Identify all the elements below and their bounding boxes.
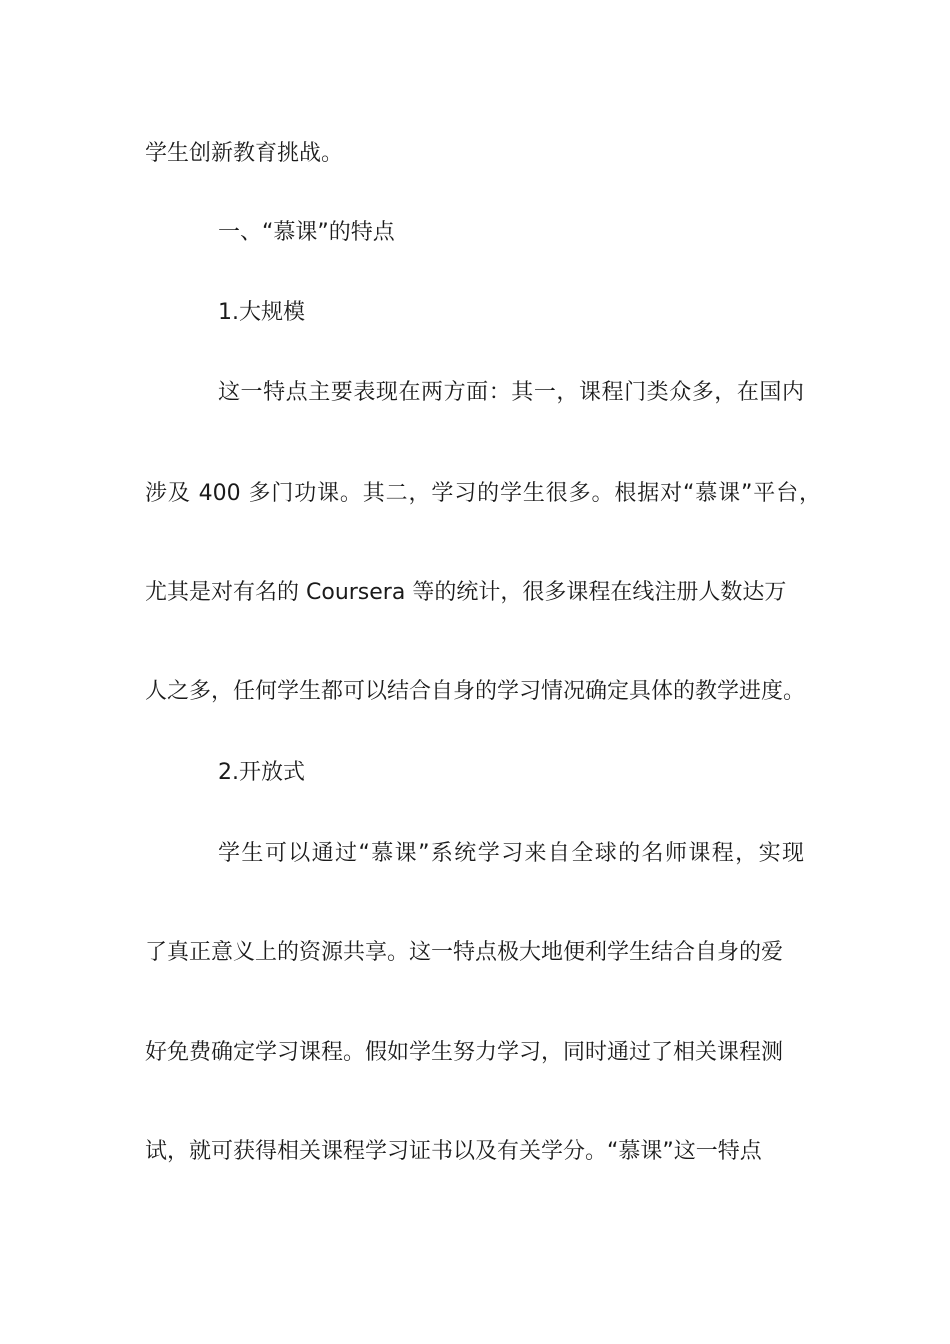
paragraph-line: 这一特点主要表现在两方面：其一，课程门类众多，在国内 (218, 380, 804, 405)
paragraph-line: 了真正意义上的资源共享。这一特点极大地便利学生结合自身的爱 (145, 940, 784, 965)
paragraph-line: 学生创新教育挑战。 (145, 141, 344, 166)
paragraph-line: 试，就可获得相关课程学习证书以及有关学分。“慕课”这一特点 (145, 1139, 762, 1164)
paragraph-line: 人之多，任何学生都可以结合自身的学习情况确定具体的教学进度。 (145, 679, 806, 704)
subsection-heading: 2.开放式 (218, 760, 305, 785)
paragraph-line: 学生可以通过“慕课”系统学习来自全球的名师课程，实现 (218, 841, 804, 866)
paragraph-line: 尤其是对有名的 Coursera 等的统计，很多课程在线注册人数达万 (145, 580, 787, 605)
section-heading: 一、“慕课”的特点 (218, 220, 395, 245)
subsection-heading: 1.大规模 (218, 300, 305, 325)
paragraph-line: 涉及 400 多门功课。其二，学习的学生很多。根据对“慕课”平台， (145, 481, 821, 506)
paragraph-line: 好免费确定学习课程。假如学生努力学习，同时通过了相关课程测 (145, 1040, 784, 1065)
